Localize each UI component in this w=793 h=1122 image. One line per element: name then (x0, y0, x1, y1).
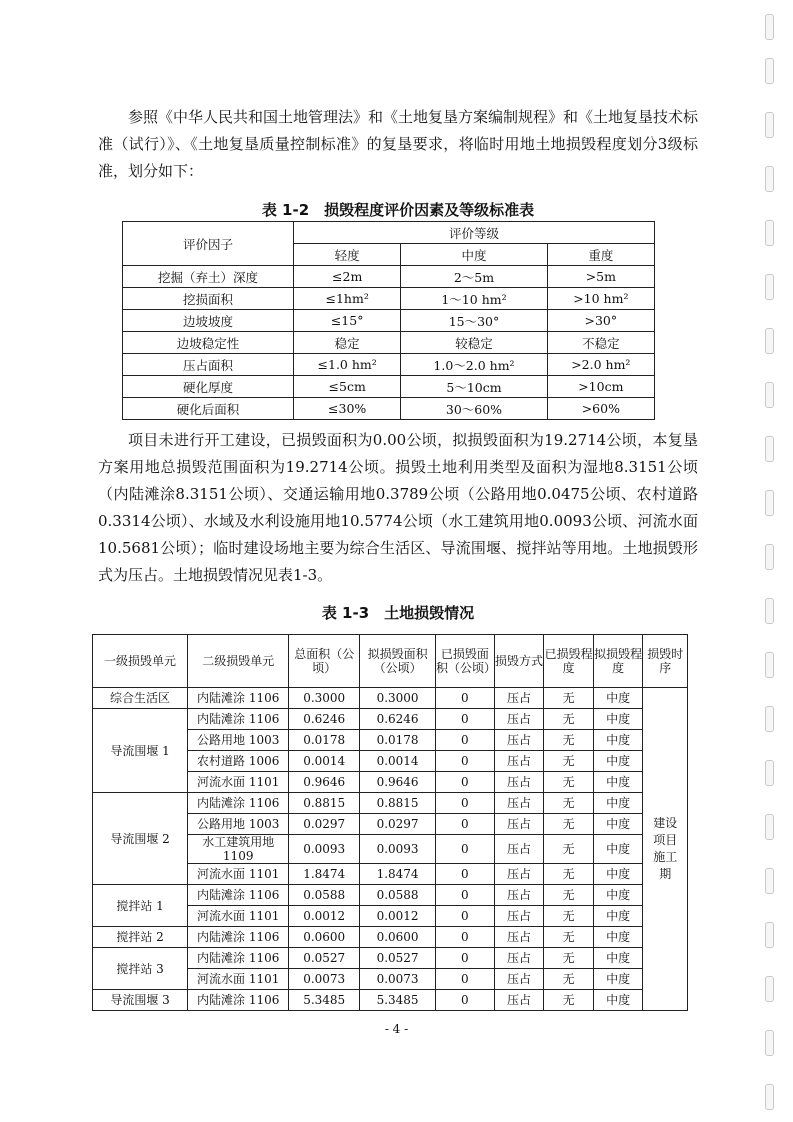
current-degree: 无 (544, 990, 594, 1011)
damage-method: 压占 (494, 688, 544, 709)
land-damage-table (92, 634, 688, 1011)
criteria-row (123, 398, 655, 420)
table-row (93, 793, 688, 814)
binder-hole (765, 814, 774, 840)
binder-hole (765, 868, 774, 894)
damaged-area: 0 (436, 927, 495, 948)
damaged-area: 0 (436, 835, 495, 864)
column-header: 拟损毁程度 (593, 635, 643, 688)
planned-degree: 中度 (593, 969, 643, 990)
damage-method: 压占 (494, 969, 544, 990)
planned-area: 0.0012 (360, 906, 436, 927)
damaged-area: 0 (436, 751, 495, 772)
secondary-unit: 河流水面 1101 (188, 906, 289, 927)
current-degree: 无 (544, 751, 594, 772)
criteria-row (123, 310, 655, 332)
total-area: 0.0600 (289, 927, 360, 948)
binder-hole (765, 760, 774, 786)
criteria-factor: 挖损面积 (123, 288, 294, 310)
total-area: 0.9646 (289, 772, 360, 793)
planned-degree: 中度 (593, 793, 643, 814)
secondary-unit: 内陆滩涂 1106 (188, 990, 289, 1011)
criteria-row (123, 266, 655, 288)
header-grade: 评价等级 (294, 222, 655, 244)
secondary-unit: 河流水面 1101 (188, 864, 289, 885)
criteria-light: ≤5cm (294, 376, 401, 398)
criteria-factor: 挖掘（弃土）深度 (123, 266, 294, 288)
column-header: 损毁方式 (494, 635, 544, 688)
criteria-heavy: >30° (547, 310, 654, 332)
secondary-unit: 内陆滩涂 1106 (188, 793, 289, 814)
damaged-area: 0 (436, 906, 495, 927)
secondary-unit: 内陆滩涂 1106 (188, 885, 289, 906)
total-area: 0.0178 (289, 730, 360, 751)
current-degree: 无 (544, 885, 594, 906)
criteria-medium: 1～10 hm² (401, 288, 547, 310)
current-degree: 无 (544, 948, 594, 969)
criteria-table-body (123, 266, 655, 420)
criteria-heavy: >2.0 hm² (547, 354, 654, 376)
header-factor: 评价因子 (123, 222, 294, 266)
current-degree: 无 (544, 688, 594, 709)
secondary-unit: 农村道路 1006 (188, 751, 289, 772)
secondary-unit: 内陆滩涂 1106 (188, 948, 289, 969)
criteria-light: ≤30% (294, 398, 401, 420)
damaged-area: 0 (436, 885, 495, 906)
column-header: 损毁时序 (643, 635, 688, 688)
planned-degree: 中度 (593, 927, 643, 948)
planned-degree: 中度 (593, 751, 643, 772)
planned-degree: 中度 (593, 772, 643, 793)
damaged-area: 0 (436, 969, 495, 990)
damaged-area: 0 (436, 814, 495, 835)
secondary-unit: 内陆滩涂 1106 (188, 709, 289, 730)
binder-hole (765, 274, 774, 300)
secondary-unit: 河流水面 1101 (188, 772, 289, 793)
criteria-light: ≤1hm² (294, 288, 401, 310)
secondary-unit: 内陆滩涂 1106 (188, 927, 289, 948)
damage-method: 压占 (494, 990, 544, 1011)
primary-unit: 搅拌站 2 (93, 927, 188, 948)
binder-hole (765, 220, 774, 246)
planned-degree: 中度 (593, 948, 643, 969)
primary-unit: 导流围堰 3 (93, 990, 188, 1011)
criteria-factor: 硬化后面积 (123, 398, 294, 420)
binder-hole (765, 706, 774, 732)
planned-area: 0.0093 (360, 835, 436, 864)
criteria-heavy: >60% (547, 398, 654, 420)
table-row (93, 948, 688, 969)
criteria-heavy: >5m (547, 266, 654, 288)
planned-degree: 中度 (593, 864, 643, 885)
planned-area: 0.8815 (360, 793, 436, 814)
binder-hole (765, 14, 774, 40)
criteria-factor: 边坡稳定性 (123, 332, 294, 354)
planned-area: 0.0014 (360, 751, 436, 772)
criteria-medium: 5～10cm (401, 376, 547, 398)
planned-area: 0.0588 (360, 885, 436, 906)
damage-method: 压占 (494, 948, 544, 969)
criteria-factor: 硬化厚度 (123, 376, 294, 398)
criteria-factor: 压占面积 (123, 354, 294, 376)
damage-method: 压占 (494, 835, 544, 864)
column-header: 拟损毁面积（公顷） (360, 635, 436, 688)
binder-hole (765, 1030, 774, 1056)
planned-degree: 中度 (593, 730, 643, 751)
criteria-light: ≤2m (294, 266, 401, 288)
binder-hole (765, 598, 774, 624)
total-area: 0.0014 (289, 751, 360, 772)
planned-area: 0.6246 (360, 709, 436, 730)
column-header: 已损毁程度 (544, 635, 594, 688)
table-1-2-caption: 表 1-2 损毁程度评价因素及等级标准表 (261, 201, 535, 219)
total-area: 0.3000 (289, 688, 360, 709)
damaged-area: 0 (436, 948, 495, 969)
damaged-area: 0 (436, 772, 495, 793)
damaged-area: 0 (436, 688, 495, 709)
header-grade-heavy: 重度 (547, 244, 654, 266)
planned-degree: 中度 (593, 885, 643, 906)
planned-area: 5.3485 (360, 990, 436, 1011)
current-degree: 无 (544, 709, 594, 730)
header-grade-light: 轻度 (294, 244, 401, 266)
table-row (93, 990, 688, 1011)
binder-hole (765, 166, 774, 192)
total-area: 0.0012 (289, 906, 360, 927)
table-row (93, 709, 688, 730)
total-area: 1.8474 (289, 864, 360, 885)
column-header: 二级损毁单元 (188, 635, 289, 688)
damaged-area: 0 (436, 709, 495, 730)
secondary-unit: 公路用地 1003 (188, 730, 289, 751)
damage-grade-criteria-table (122, 221, 655, 420)
secondary-unit: 水工建筑用地 1109 (188, 835, 289, 864)
criteria-medium: 30～60% (401, 398, 547, 420)
table-row (93, 927, 688, 948)
binder-hole (765, 1084, 774, 1110)
binder-hole (765, 328, 774, 354)
current-degree: 无 (544, 906, 594, 927)
total-area: 5.3485 (289, 990, 360, 1011)
damage-method: 压占 (494, 864, 544, 885)
criteria-medium: 较稳定 (401, 332, 547, 354)
current-degree: 无 (544, 835, 594, 864)
current-degree: 无 (544, 927, 594, 948)
damage-method: 压占 (494, 709, 544, 730)
planned-area: 1.8474 (360, 864, 436, 885)
binder-hole (765, 436, 774, 462)
criteria-heavy: >10cm (547, 376, 654, 398)
binder-hole (765, 382, 774, 408)
criteria-light: ≤15° (294, 310, 401, 332)
damage-method: 压占 (494, 772, 544, 793)
planned-area: 0.3000 (360, 688, 436, 709)
land-damage-table-body (93, 688, 688, 1011)
total-area: 0.0093 (289, 835, 360, 864)
table-row (93, 688, 688, 709)
criteria-row (123, 332, 655, 354)
binder-hole (765, 490, 774, 516)
damage-method: 压占 (494, 814, 544, 835)
damage-method: 压占 (494, 751, 544, 772)
damaged-area: 0 (436, 990, 495, 1011)
damage-method: 压占 (494, 730, 544, 751)
primary-unit: 综合生活区 (93, 688, 188, 709)
binder-hole (765, 976, 774, 1002)
planned-area: 0.0073 (360, 969, 436, 990)
damage-method: 压占 (494, 906, 544, 927)
criteria-row (123, 354, 655, 376)
primary-unit: 导流围堰 2 (93, 793, 188, 885)
planned-degree: 中度 (593, 990, 643, 1011)
current-degree: 无 (544, 730, 594, 751)
damage-method: 压占 (494, 885, 544, 906)
criteria-medium: 1.0～2.0 hm² (401, 354, 547, 376)
primary-unit: 搅拌站 3 (93, 948, 188, 990)
damaged-area: 0 (436, 793, 495, 814)
damaged-area: 0 (436, 730, 495, 751)
criteria-factor: 边坡坡度 (123, 310, 294, 332)
total-area: 0.0588 (289, 885, 360, 906)
total-area: 0.0527 (289, 948, 360, 969)
criteria-row (123, 376, 655, 398)
criteria-light: ≤1.0 hm² (294, 354, 401, 376)
planned-degree: 中度 (593, 835, 643, 864)
planned-area: 0.0178 (360, 730, 436, 751)
page-number: - 4 - (384, 1022, 409, 1036)
land-damage-table-header (93, 635, 688, 688)
criteria-heavy: 不稳定 (547, 332, 654, 354)
table-1-3-caption: 表 1-3 土地损毁情况 (321, 604, 475, 622)
criteria-heavy: >10 hm² (547, 288, 654, 310)
damage-method: 压占 (494, 793, 544, 814)
current-degree: 无 (544, 969, 594, 990)
primary-unit: 搅拌站 1 (93, 885, 188, 927)
current-degree: 无 (544, 814, 594, 835)
planned-degree: 中度 (593, 906, 643, 927)
total-area: 0.8815 (289, 793, 360, 814)
criteria-medium: 2～5m (401, 266, 547, 288)
planned-area: 0.9646 (360, 772, 436, 793)
damaged-area: 0 (436, 864, 495, 885)
intro-paragraph: 参照《中华人民共和国土地管理法》和《土地复垦方案编制规程》和《土地复垦技术标准（试行）》、《土地复垦质量控制标准》的复垦要求，将临时用地土地损毁程度划分3级标准，划分如下： (98, 108, 699, 180)
secondary-unit: 河流水面 1101 (188, 969, 289, 990)
planned-degree: 中度 (593, 709, 643, 730)
header-grade-medium: 中度 (401, 244, 547, 266)
planned-area: 0.0600 (360, 927, 436, 948)
total-area: 0.6246 (289, 709, 360, 730)
damage-period: 建设项目施工期 (643, 688, 688, 1011)
binder-hole (765, 652, 774, 678)
planned-area: 0.0297 (360, 814, 436, 835)
table-row (93, 885, 688, 906)
current-degree: 无 (544, 793, 594, 814)
column-header: 一级损毁单元 (93, 635, 188, 688)
current-degree: 无 (544, 772, 594, 793)
primary-unit: 导流围堰 1 (93, 709, 188, 793)
secondary-unit: 公路用地 1003 (188, 814, 289, 835)
damage-summary-paragraph: 项目未进行开工建设，已损毁面积为0.00公顷，拟损毁面积为19.2714公顷，本复垦方案用地总损毁范围面积为19.2714公顷。损毁土地利用类型及面积为湿地8.3151公顷（内陆滩涂8.3151公顷）、交通运输用地0.3789公顷（公路用地0.0475公顷、农村道路0.3314公顷）、水域及水利设施用地10.5774公顷（水工建筑用地0.0093公顷、河流水面10.5681公顷）；临时建设场地主要为综合生活区、导流围堰、搅拌站等用地。土地损毁形式为压占。土地损毁情况见表1-3。 (98, 431, 698, 584)
planned-area: 0.0527 (360, 948, 436, 969)
column-header: 已损毁面积（公顷） (436, 635, 495, 688)
planned-degree: 中度 (593, 814, 643, 835)
criteria-row (123, 288, 655, 310)
current-degree: 无 (544, 864, 594, 885)
binder-hole (765, 112, 774, 138)
damage-method: 压占 (494, 927, 544, 948)
planned-degree: 中度 (593, 688, 643, 709)
criteria-light: 稳定 (294, 332, 401, 354)
total-area: 0.0073 (289, 969, 360, 990)
binder-hole (765, 58, 774, 84)
binder-hole (765, 922, 774, 948)
criteria-medium: 15～30° (401, 310, 547, 332)
column-header: 总面积（公顷） (289, 635, 360, 688)
secondary-unit: 内陆滩涂 1106 (188, 688, 289, 709)
total-area: 0.0297 (289, 814, 360, 835)
binder-hole (765, 544, 774, 570)
